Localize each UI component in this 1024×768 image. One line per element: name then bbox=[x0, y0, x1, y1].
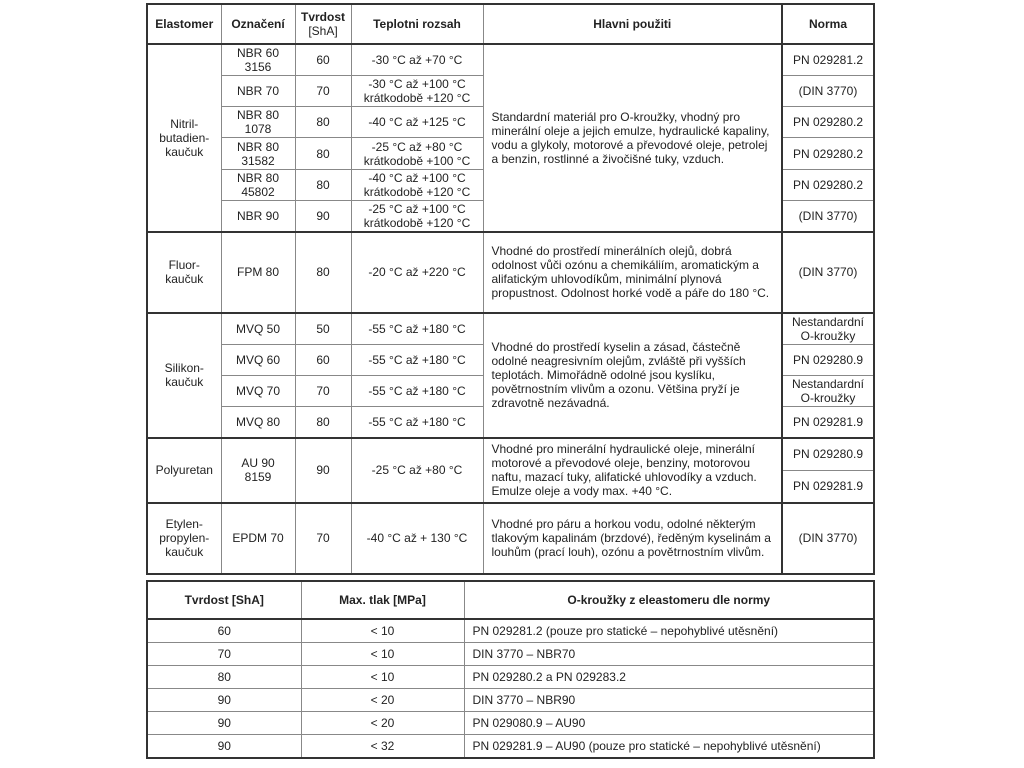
table-row bbox=[147, 689, 874, 712]
norm: PN 029281.2 bbox=[782, 44, 874, 75]
hardness: 80 bbox=[295, 407, 351, 438]
temp-range: -30 °C až +70 °C bbox=[351, 44, 483, 75]
norm: Nestandardní O-kroužky bbox=[782, 375, 874, 406]
norm-rings: PN 029281.2 (pouze pro statické – nepohyblivé utěsnění) bbox=[464, 619, 874, 643]
norm: PN 029280.9 bbox=[782, 344, 874, 375]
max-pressure: < 20 bbox=[301, 689, 464, 712]
temp-range: -55 °C až +180 °C bbox=[351, 407, 483, 438]
norm: (DIN 3770) bbox=[782, 503, 874, 574]
designation: NBR 80 1078 bbox=[221, 107, 295, 138]
header-hardness-label: Tvrdost bbox=[300, 10, 345, 24]
main-use-description: Vhodné pro páru a horkou vodu, odolné některým tlakovým kapalinám (brzdové), ředěným kyselinám a louhům (prací louh), ozónu a povětrnostním vlivům. bbox=[483, 503, 782, 574]
norm: PN 029281.9 bbox=[782, 470, 874, 503]
temp-range: -40 °C až +125 °C bbox=[351, 107, 483, 138]
temp-range: -55 °C až +180 °C bbox=[351, 344, 483, 375]
hardness: 70 bbox=[147, 643, 301, 666]
elastomer-name: Fluor- kaučuk bbox=[147, 232, 221, 313]
norm-rings: PN 029280.2 a PN 029283.2 bbox=[464, 666, 874, 689]
table-row bbox=[147, 619, 874, 643]
hardness: 80 bbox=[295, 107, 351, 138]
norm-rings: PN 029080.9 – AU90 bbox=[464, 712, 874, 735]
hardness: 80 bbox=[295, 232, 351, 313]
elastomer-name: Nitril- butadien- kaučuk bbox=[147, 44, 221, 232]
norm: PN 029280.2 bbox=[782, 169, 874, 200]
main-use-description: Standardní materiál pro O-kroužky, vhodný pro minerální oleje a jejich emulze, hydraulické kapaliny, vodu a glykoly, motorové a převodové oleje, petrolej a benzin, rostlinné a živočišné tuky, vzduch. bbox=[483, 44, 782, 232]
norm-rings: DIN 3770 – NBR90 bbox=[464, 689, 874, 712]
header-hardness-unit: [ShA] bbox=[308, 24, 338, 38]
table-row bbox=[147, 643, 874, 666]
hardness: 80 bbox=[295, 169, 351, 200]
norm: (DIN 3770) bbox=[782, 75, 874, 106]
hardness: 90 bbox=[147, 689, 301, 712]
table-row bbox=[147, 438, 874, 471]
designation: MVQ 80 bbox=[221, 407, 295, 438]
designation: NBR 80 31582 bbox=[221, 138, 295, 169]
max-pressure: < 10 bbox=[301, 643, 464, 666]
hardness: 70 bbox=[295, 75, 351, 106]
temp-range: -25 °C až +80 °C bbox=[351, 438, 483, 503]
table-row bbox=[147, 232, 874, 313]
temp-range: -40 °C až +100 °C krátkodobě +120 °C bbox=[351, 169, 483, 200]
elastomer-name: Polyuretan bbox=[147, 438, 221, 503]
designation: MVQ 50 bbox=[221, 313, 295, 344]
header-elastomer: Elastomer bbox=[147, 4, 221, 44]
max-pressure: < 10 bbox=[301, 619, 464, 643]
hardness: 90 bbox=[295, 201, 351, 232]
hardness: 70 bbox=[295, 375, 351, 406]
temp-range: -20 °C až +220 °C bbox=[351, 232, 483, 313]
main-use-description: Vhodné do prostředí kyselin a zásad, částečně odolné neagresivním olejům, zvláště při vyšších teplotách. Mimořádně odolné jsou kyslíku, povětrnostním vlivům a ozonu. Většina pryží je zdravotně nezávadná. bbox=[483, 313, 782, 438]
norm: PN 029280.9 bbox=[782, 438, 874, 471]
norm: Nestandardní O-kroužky bbox=[782, 313, 874, 344]
norm: PN 029280.2 bbox=[782, 107, 874, 138]
norm-rings: PN 029281.9 – AU90 (pouze pro statické – nepohyblivé utěsnění) bbox=[464, 735, 874, 759]
hardness: 60 bbox=[295, 44, 351, 75]
header-norm-rings: O-kroužky z eleastomeru dle normy bbox=[464, 581, 874, 619]
designation: NBR 60 3156 bbox=[221, 44, 295, 75]
header-norm: Norma bbox=[782, 4, 874, 44]
designation: NBR 80 45802 bbox=[221, 169, 295, 200]
header-max-pressure: Max. tlak [MPa] bbox=[301, 581, 464, 619]
norm: PN 029280.2 bbox=[782, 138, 874, 169]
designation: NBR 70 bbox=[221, 75, 295, 106]
designation: MVQ 60 bbox=[221, 344, 295, 375]
elastomer-name: Etylen- propylen- kaučuk bbox=[147, 503, 221, 574]
temp-range: -25 °C až +80 °C krátkodobě +100 °C bbox=[351, 138, 483, 169]
hardness: 90 bbox=[147, 735, 301, 759]
temp-range: -40 °C až + 130 °C bbox=[351, 503, 483, 574]
main-use-description: Vhodné do prostředí minerálních olejů, dobrá odolnost vůči ozónu a chemikáliím, aromatickým a alifatickým uhlovodíkům, minimální plynová propustnost. Odolnost horké vodě a páře do 180 °C. bbox=[483, 232, 782, 313]
hardness: 70 bbox=[295, 503, 351, 574]
table-row bbox=[147, 712, 874, 735]
header-main-use: Hlavni použiti bbox=[483, 4, 782, 44]
norm: (DIN 3770) bbox=[782, 232, 874, 313]
norm-rings: DIN 3770 – NBR70 bbox=[464, 643, 874, 666]
temp-range: -25 °C až +100 °C krátkodobě +120 °C bbox=[351, 201, 483, 232]
designation: MVQ 70 bbox=[221, 375, 295, 406]
hardness: 60 bbox=[295, 344, 351, 375]
header-temp-range: Teplotni rozsah bbox=[351, 4, 483, 44]
max-pressure: < 10 bbox=[301, 666, 464, 689]
header-hardness bbox=[295, 4, 351, 44]
designation: NBR 90 bbox=[221, 201, 295, 232]
hardness: 90 bbox=[147, 712, 301, 735]
table-row bbox=[147, 503, 874, 574]
norm: (DIN 3770) bbox=[782, 201, 874, 232]
main-use-description: Vhodné pro minerální hydraulické oleje, minerální motorové a převodové oleje, benziny, motorovou naftu, mazací tuky, alifatické uhlovodíky a vzduch. Emulze oleje a vody max. +40 °C. bbox=[483, 438, 782, 503]
temp-range: -55 °C až +180 °C bbox=[351, 375, 483, 406]
table-row bbox=[147, 666, 874, 689]
elastomer-table bbox=[146, 3, 875, 575]
table-row bbox=[147, 313, 874, 344]
designation: EPDM 70 bbox=[221, 503, 295, 574]
designation: AU 90 8159 bbox=[221, 438, 295, 503]
max-pressure: < 32 bbox=[301, 735, 464, 759]
hardness: 80 bbox=[147, 666, 301, 689]
pressure-table bbox=[146, 580, 875, 759]
designation: FPM 80 bbox=[221, 232, 295, 313]
temp-range: -55 °C až +180 °C bbox=[351, 313, 483, 344]
hardness: 60 bbox=[147, 619, 301, 643]
max-pressure: < 20 bbox=[301, 712, 464, 735]
header-hardness: Tvrdost [ShA] bbox=[147, 581, 301, 619]
table-row bbox=[147, 735, 874, 759]
table-row bbox=[147, 44, 874, 75]
norm: PN 029281.9 bbox=[782, 407, 874, 438]
hardness: 80 bbox=[295, 138, 351, 169]
elastomer-name: Silikon- kaučuk bbox=[147, 313, 221, 438]
header-designation: Označení bbox=[221, 4, 295, 44]
hardness: 90 bbox=[295, 438, 351, 503]
hardness: 50 bbox=[295, 313, 351, 344]
temp-range: -30 °C až +100 °C krátkodobě +120 °C bbox=[351, 75, 483, 106]
